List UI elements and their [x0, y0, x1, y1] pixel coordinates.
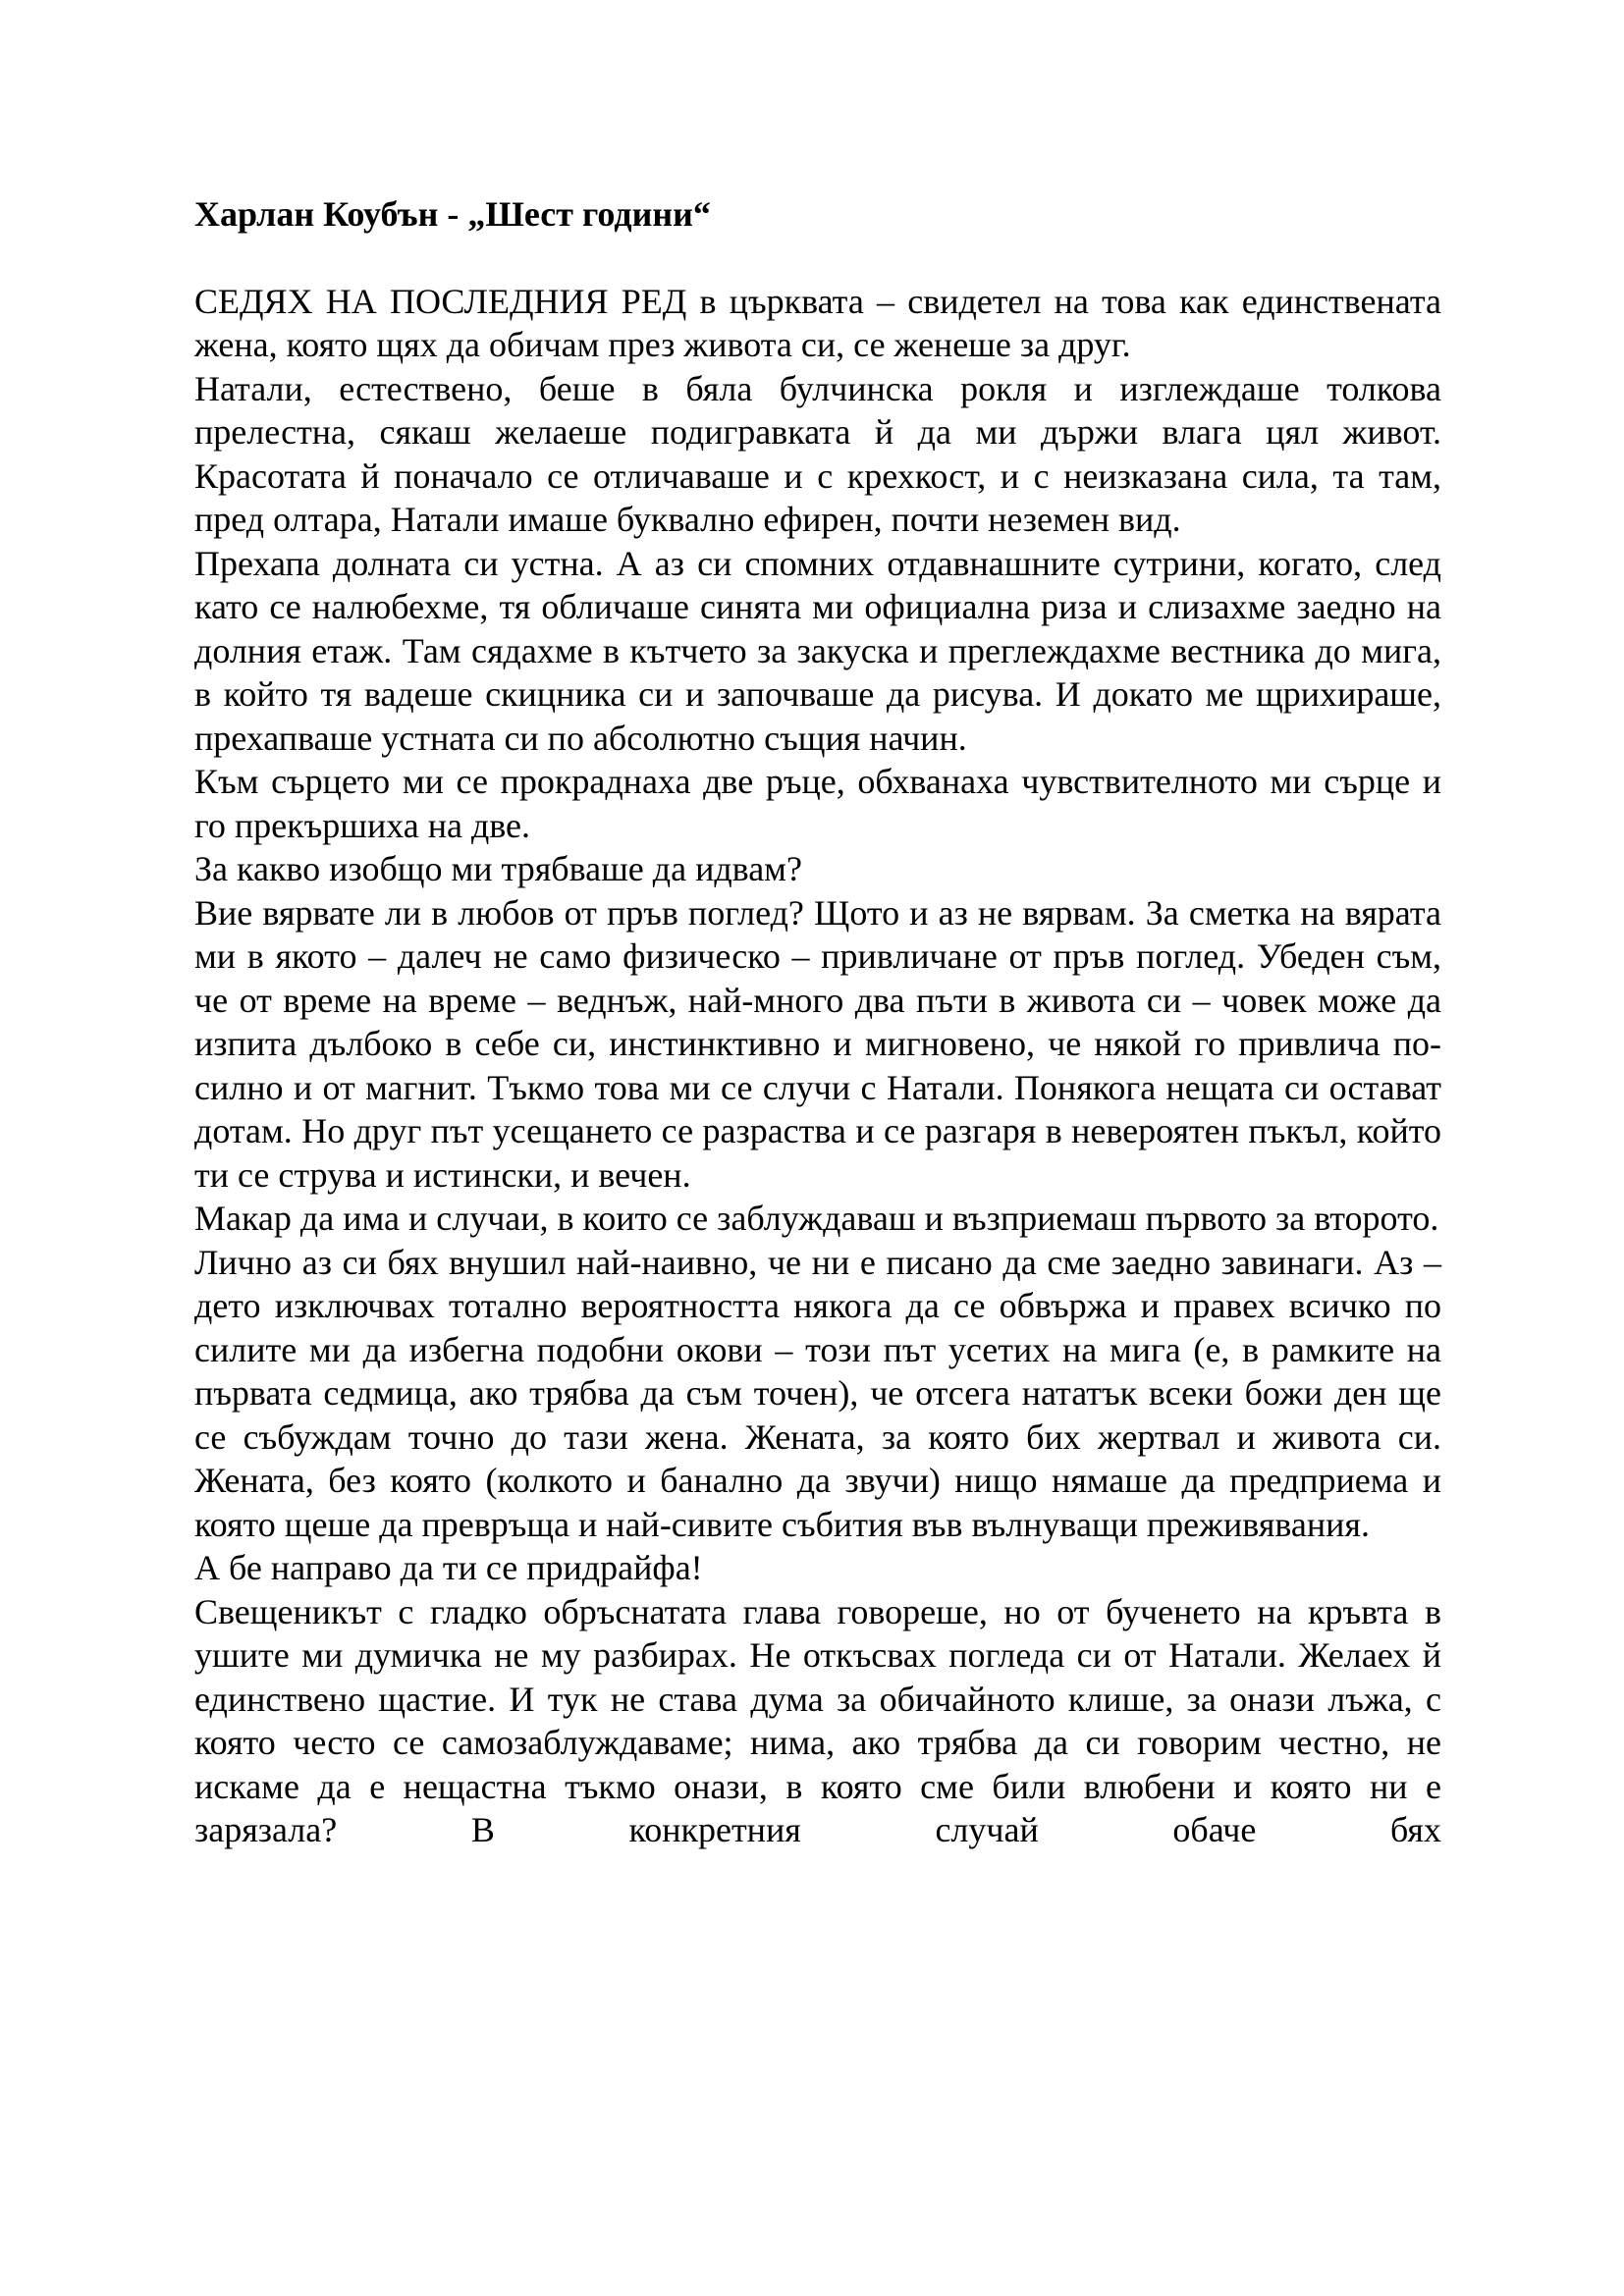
- paragraph: За какво изобщо ми трябваше да идвам?: [194, 849, 802, 888]
- document-body: [194, 192, 1441, 1852]
- paragraph: Прехапа долната си устна. А аз си спомних отдавнашните сутрини, когато, след като се налюбехме, тя обличаше синята ми официална риза и слизахме заедно на долния етаж. Там сядахме в кътчето за закуска и преглеждахме вестника до мига, в който тя вадеше скицника си и започваше да рисува. И докато ме щрихираше, прехапваше устната си по абсолютно същия начин.: [194, 543, 1441, 758]
- paragraph: Вие вярвате ли в любов от пръв поглед? Щото и аз не вярвам. За сметка на вярата ми в якото – далеч не само физическо – привличане от пръв поглед. Убеден съм, че от време на време – веднъж, най-много два пъти в живота си – човек може да изпита дълбоко в себе си, инстинктивно и мигновено, че някой го привлича по-силно и от магнит. Тъкмо това ми се случи с Натали. Понякога нещата си остават дотам. Но друг път усещането се разраства и се разгаря в невероятен пъкъл, който ти се струва и истински, и вечен.: [194, 892, 1441, 1195]
- paragraph: А бе направо да ти се придрайфа!: [194, 1548, 703, 1587]
- paragraph: Натали, естествено, беше в бяла булчинска рокля и изглеждаше толкова прелестна, сякаш желаеше подигравката й да ми държи влага цял живот. Красотата й поначало се отличаваше и с крехкост, и с неизказана сила, та там, пред олтара, Натали имаше буквално ефирен, почти неземен вид.: [194, 368, 1441, 539]
- paragraph: Лично аз си бях внушил най-наивно, че ни е писано да сме заедно завинаги. Аз – дето изключвах тотално вероятността някога да се обвържа и правех всичко по силите ми да избегна подобни окови – този път усетих на мига (е, в рамките на първата седмица, ако трябва да съм точен), че отсега нататък всеки божи ден ще се събуждам точно до тази жена. Жената, за която бих жертвал и живота си. Жената, без която (колкото и банално да звучи) нищо нямаше да предприема и която щеше да превръща и най-сивите събития във вълнуващи преживявания.: [194, 1242, 1441, 1544]
- paragraph: Към сърцето ми се прокраднаха две ръце, обхванаха чувствителното ми сърце и го прекършиха на две.: [194, 762, 1441, 845]
- document-title: Харлан Коубън - „Шест години“: [194, 194, 711, 234]
- paragraph-continued: Свещеникът с гладко обръснатата глава говореше, но от бученето на кръвта в ушите ми думичка не му разбирах. Не откъсвах погледа си от Натали. Желаех й единствено щастие. И тук не става дума за обичайното клише, за онази лъжа, с която често се самозаблуждаваме; нима, ако трябва да си говорим честно, не искаме да е нещастна тъкмо онази, в която сме били влюбени и която ни е зарязала? В конкретния случай обаче бях: [194, 1591, 1441, 1849]
- paragraph: СЕДЯХ НА ПОСЛЕДНИЯ РЕД в църквата – свидетел на това как единствената жена, която щях да обичам през живота си, се женеше за друг.: [194, 281, 1441, 364]
- paragraph: Макар да има и случаи, в които се заблуждаваш и възприемаш първото за второто.: [194, 1199, 1439, 1238]
